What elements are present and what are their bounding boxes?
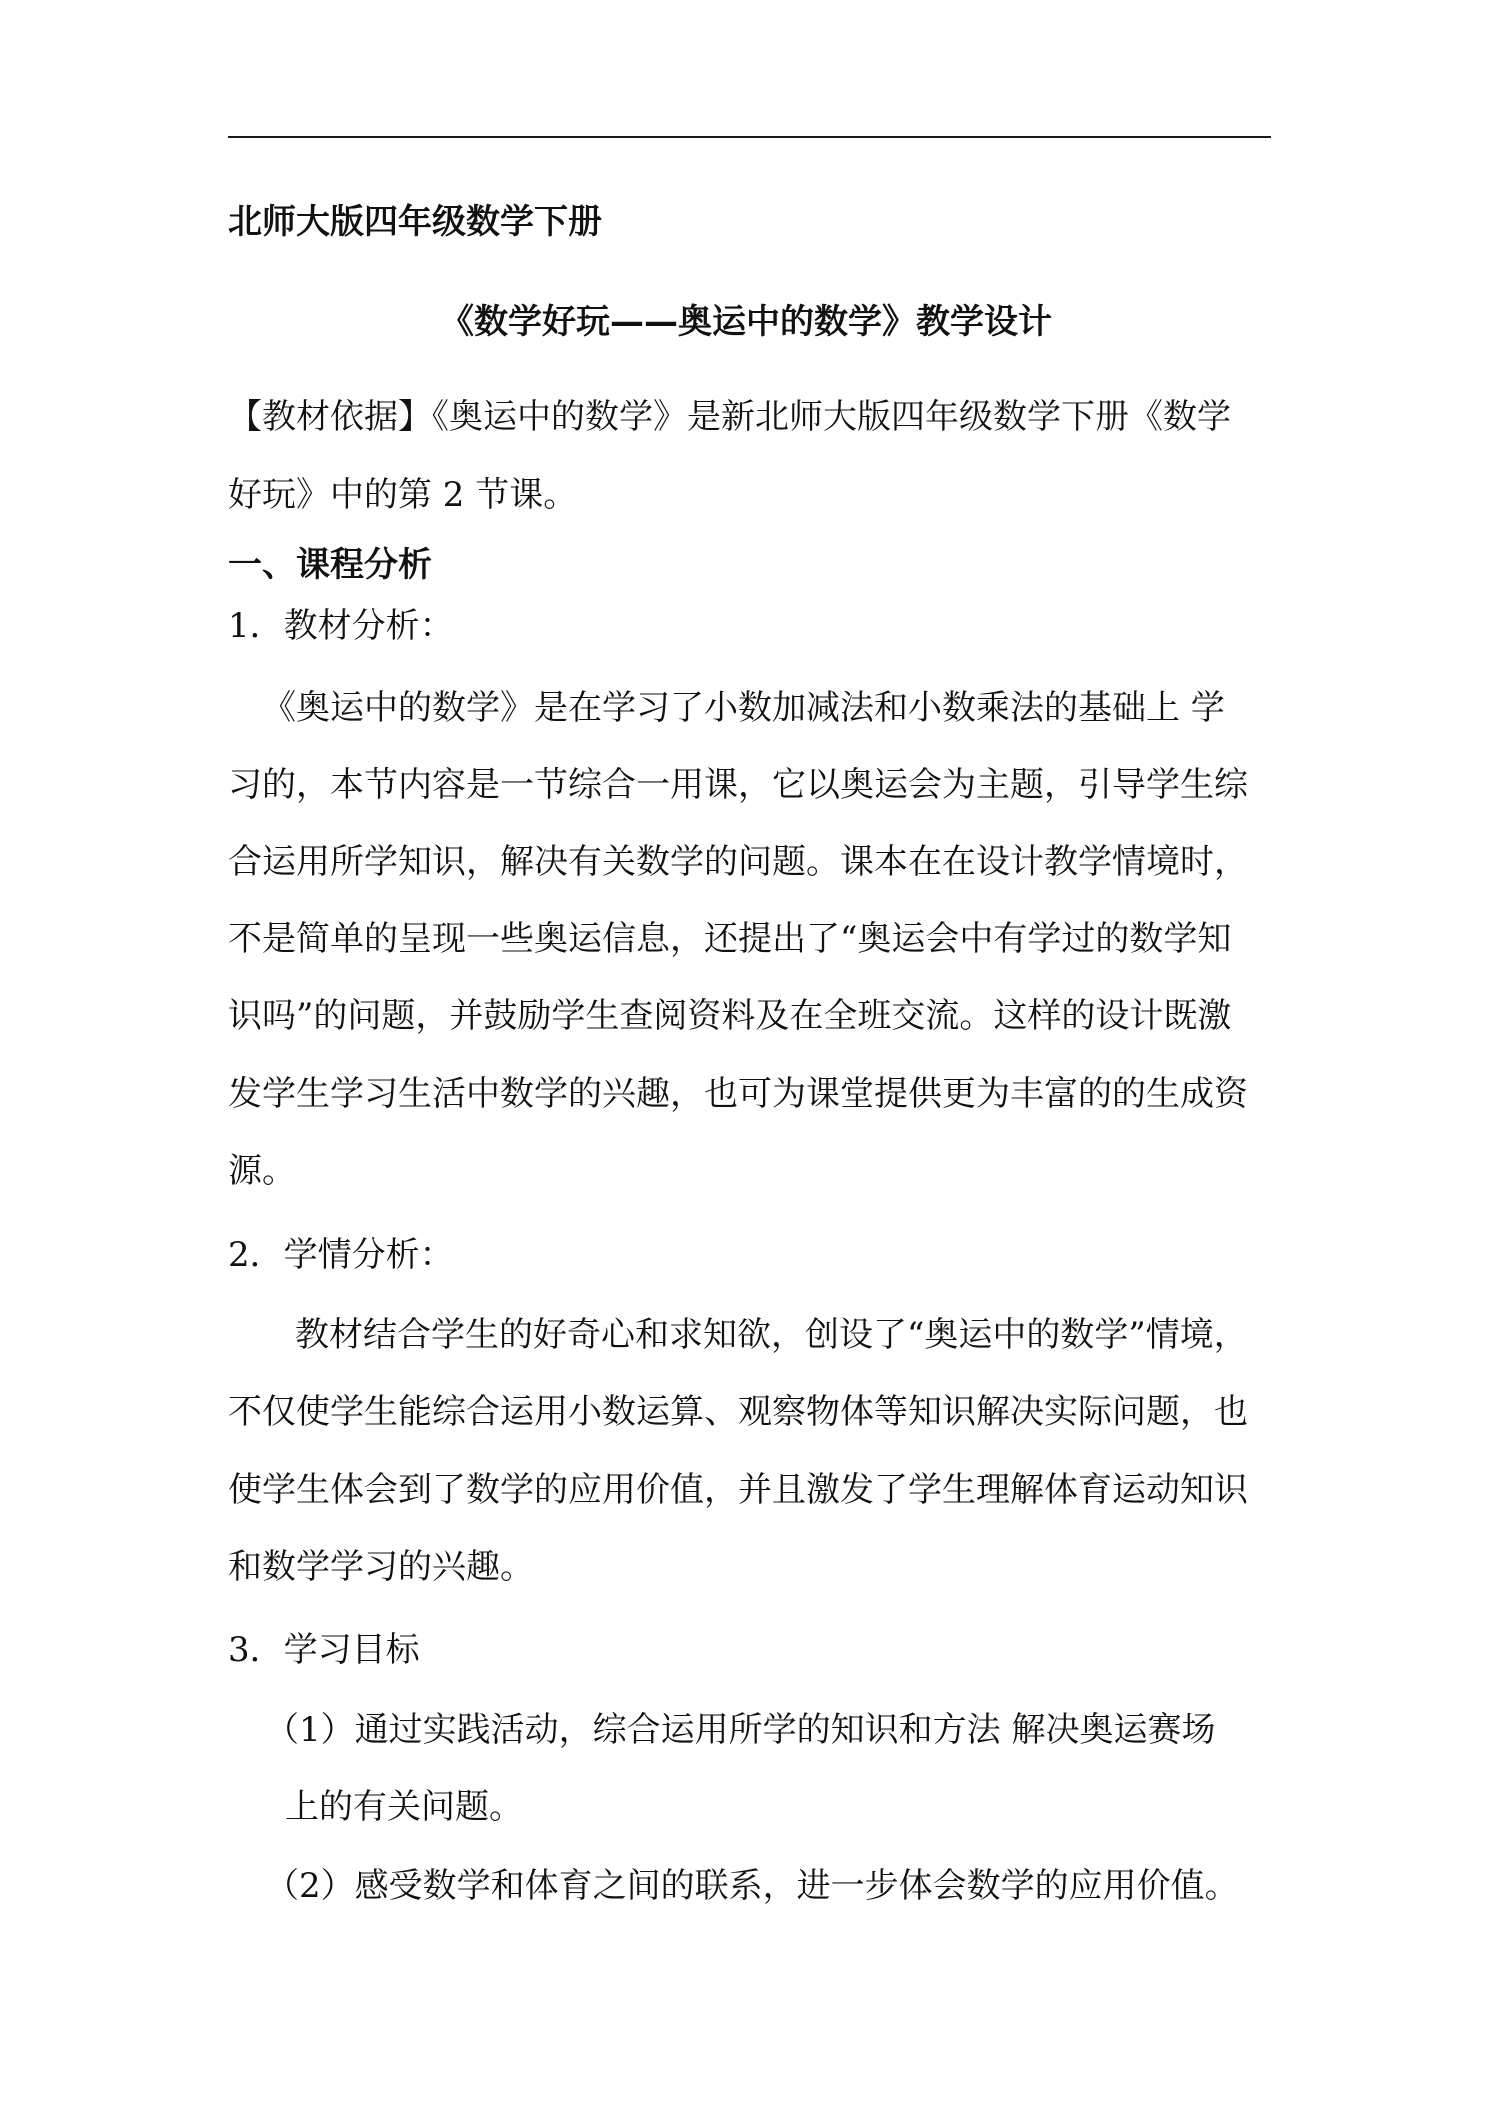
sub1-heading: 1．教材分析： bbox=[228, 606, 454, 646]
para1-line: 发学生学习生活中数学的兴趣，也可为课堂提供更为丰富的的生成资 bbox=[228, 1074, 1248, 1114]
basis-line-2: 好玩》中的第 2 节课。 bbox=[228, 475, 578, 515]
basis-line-1: 【教材依据】《奥运中的数学》是新北师大版四年级数学下册《数学 bbox=[228, 397, 1231, 437]
para1-line: 源。 bbox=[228, 1151, 296, 1191]
goal-line: （1）通过实践活动，综合运用所学的知识和方法 解决奥运赛场 bbox=[265, 1710, 1216, 1750]
para1-line: 识吗”的问题，并鼓励学生查阅资料及在全班交流。这样的设计既激 bbox=[228, 996, 1232, 1036]
para1-line: 不是简单的呈现一些奥运信息，还提出了“奥运会中有学过的数学知 bbox=[228, 919, 1232, 959]
para2-line: 不仅使学生能综合运用小数运算、观察物体等知识解决实际问题，也 bbox=[228, 1392, 1248, 1432]
doc-title: 《数学好玩——奥运中的数学》教学设计 bbox=[440, 302, 1052, 342]
section1-heading: 一、课程分析 bbox=[228, 545, 432, 585]
para1-line: 《奥运中的数学》是在学习了小数加减法和小数乘法的基础上 学 bbox=[262, 688, 1225, 728]
goal-line: 上的有关问题。 bbox=[285, 1787, 523, 1827]
sub3-heading: 3．学习目标 bbox=[228, 1630, 420, 1670]
header-rule bbox=[228, 136, 1271, 138]
para1-line: 习的，本节内容是一节综合一用课，它以奥运会为主题，引导学生综 bbox=[228, 765, 1248, 805]
header-title: 北师大版四年级数学下册 bbox=[228, 202, 602, 242]
para2-line: 和数学学习的兴趣。 bbox=[228, 1547, 534, 1587]
para2-line: 使学生体会到了数学的应用价值，并且激发了学生理解体育运动知识 bbox=[228, 1470, 1248, 1510]
para1-line: 合运用所学知识，解决有关数学的问题。课本在在设计教学情境时， bbox=[228, 842, 1248, 882]
para2-line: 教材结合学生的好奇心和求知欲，创设了“奥运中的数学”情境， bbox=[295, 1315, 1248, 1355]
goal-line: （2）感受数学和体育之间的联系，进一步体会数学的应用价值。 bbox=[265, 1866, 1239, 1906]
sub2-heading: 2．学情分析： bbox=[228, 1235, 454, 1275]
